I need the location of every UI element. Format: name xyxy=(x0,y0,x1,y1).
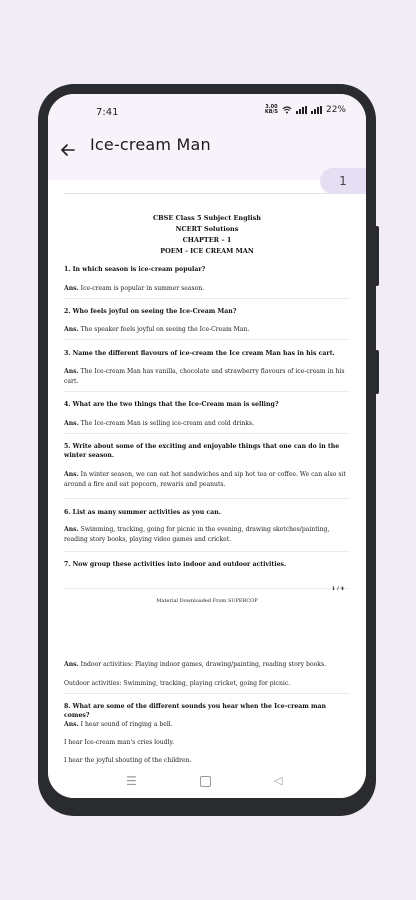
question: 4. What are the two things that the Ice-Cream man is selling? xyxy=(64,401,279,408)
recents-menu-icon[interactable]: ☰ xyxy=(126,774,137,788)
battery-level: 22% xyxy=(325,105,346,115)
answer: Ans. I hear sound of ringing a bell. xyxy=(64,721,173,728)
question: 6. List as many summer activities as you can. xyxy=(64,509,221,516)
pdf-viewer[interactable] xyxy=(48,174,366,764)
question: 8. What are some of the different sounds you hear when the Ice-cream man comes? xyxy=(64,703,327,719)
answer: Ans. The Ice-cream Man has vanilla, chocolate and strawberry flavours of ice-cream in his cart. xyxy=(64,368,345,385)
page-number: 1 / 4 xyxy=(331,586,344,592)
doc-header-line: NCERT Solutions xyxy=(175,225,239,233)
system-nav-bar xyxy=(48,764,366,798)
separator xyxy=(64,391,350,392)
status-icons xyxy=(265,105,346,115)
wifi-icon xyxy=(282,106,292,114)
question: 1. In which season is ice-cream popular? xyxy=(64,266,206,273)
network-speed: 3.00 KB/S xyxy=(264,104,278,115)
question: 3. Name the different flavours of ice-cream the Ice cream Man has in his cart. xyxy=(64,350,335,357)
app-bar xyxy=(48,130,366,180)
answer: Ans. Indoor activities: Playing indoor games, drawing/painting, reading story books. xyxy=(64,661,327,668)
answer: Ans. The Ice-cream Man is selling ice-cream and cold drinks. xyxy=(64,420,255,427)
answer-continued: I hear Ice-cream man's cries loudly. xyxy=(64,739,175,746)
signal-icon-2 xyxy=(311,106,322,114)
answer: Ans. The speaker feels joyful on seeing the Ice-Cream Man. xyxy=(64,326,250,333)
page-title: Ice-cream Man xyxy=(90,135,211,154)
separator xyxy=(64,339,350,340)
back-arrow-icon[interactable] xyxy=(58,140,78,160)
status-time: 7:41 xyxy=(96,107,119,118)
answer-continued: I hear the joyful shouting of the children. xyxy=(64,757,192,764)
status-bar xyxy=(48,94,366,130)
separator xyxy=(64,433,350,434)
screen xyxy=(48,94,366,798)
nav-back-icon[interactable]: ◁ xyxy=(274,774,283,787)
separator xyxy=(64,551,350,552)
volume-button xyxy=(375,226,379,286)
separator xyxy=(64,298,350,299)
signal-icon xyxy=(296,106,307,114)
answer: Ans. Ice-cream is popular in summer season. xyxy=(64,285,205,292)
home-square-icon[interactable] xyxy=(200,776,211,787)
answer: Ans. Swimming, tracking, going for picnic in the evening, drawing sketches/painting, reading story books, playing video games and cricket. xyxy=(64,526,330,543)
page-end-line xyxy=(64,588,350,589)
answer: Ans. In winter season, we can eat hot sandwiches and sip hot tea or coffee. We can also sit around a fire and eat popcorn, rewaris and peanuts. xyxy=(64,471,346,488)
doc-header-line: CHAPTER – 1 xyxy=(182,236,232,244)
power-button xyxy=(375,350,379,394)
page-indicator[interactable]: 1 xyxy=(320,168,366,194)
question: 7. Now group these activities into indoor and outdoor activities. xyxy=(64,561,287,568)
separator xyxy=(64,693,350,694)
page-footer: Material Downloaded From SUPERCOP xyxy=(156,598,258,604)
answer-continued: Outdoor activities: Swimming, tracking, playing cricket, going for picnic. xyxy=(64,680,291,687)
question: 5. Write about some of the exciting and enjoyable things that one can do in the winter season. xyxy=(64,443,340,459)
separator xyxy=(64,498,350,499)
doc-header-line: POEM - ICE CREAM MAN xyxy=(160,247,254,255)
question: 2. Who feels joyful on seeing the Ice-Cream Man? xyxy=(64,308,237,315)
page-divider xyxy=(64,193,340,194)
doc-header-line: CBSE Class 5 Subject English xyxy=(152,214,262,222)
